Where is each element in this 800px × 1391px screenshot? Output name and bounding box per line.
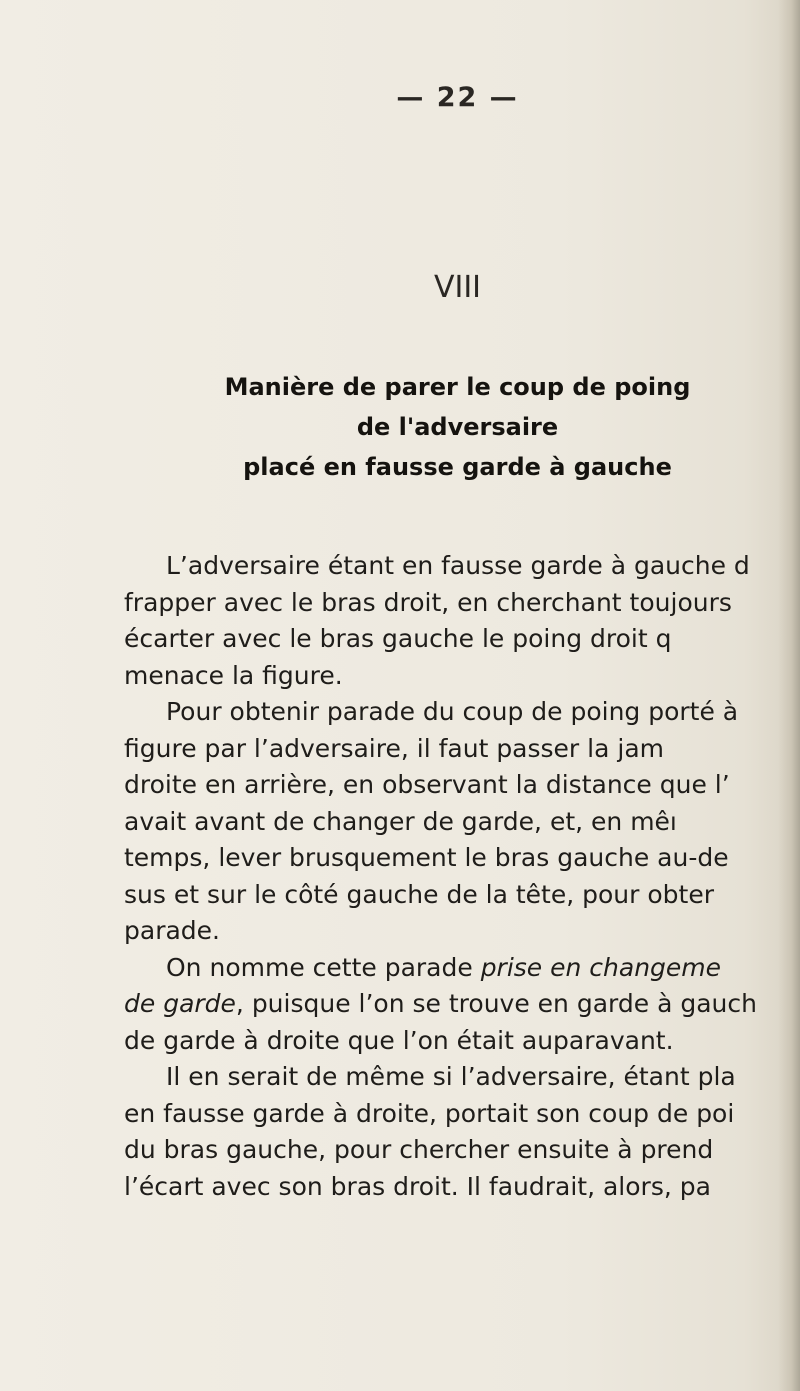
text-line: temps, lever brusquement le bras gauche au-de (124, 843, 729, 872)
text-line: frapper avec le bras droit, en cherchant toujours (124, 587, 732, 617)
text-segment: On nomme cette parade (166, 952, 481, 982)
body-text (124, 548, 800, 1205)
text-line: menace la figure. (124, 660, 343, 690)
text-line: du bras gauche, pour chercher ensuite à prend (124, 1135, 714, 1164)
heading-line: Manière de parer le coup de poing (224, 373, 691, 401)
text-line: en fausse garde à droite, portait son coup de poi (124, 1098, 735, 1128)
page-number: — 22 — (396, 82, 519, 113)
text-line: parade. (124, 916, 220, 945)
chapter-number: VIII (433, 270, 482, 305)
text-line: l’écart avec son bras droit. Il faudrait, alors, pa (124, 1171, 711, 1201)
text-line: écarter avec le bras gauche le poing droit q (124, 624, 672, 653)
text-line: avait avant de changer de garde, et, en mêı (124, 806, 677, 836)
text-line (124, 986, 800, 1023)
text-line (124, 950, 800, 987)
text-line: figure par l’adversaire, il faut passer la jam (124, 733, 664, 763)
text-line: Il en serait de même si l’adversaire, étant pla (166, 1062, 736, 1091)
text-line: de garde à droite que l’on était auparavant. (124, 1025, 674, 1055)
chapter-heading (0, 367, 800, 487)
heading-line: placé en fausse garde à gauche (243, 453, 672, 481)
italic-term: de garde (124, 989, 236, 1018)
text-line: L’adversaire étant en fausse garde à gauche d (166, 551, 750, 580)
text-line: droite en arrière, en observant la distance que l’ (124, 770, 730, 799)
text-segment: , puisque l’on se trouve en garde à gauch (235, 989, 757, 1018)
italic-term: prise en changeme (480, 952, 722, 982)
heading-line: de l'adversaire (356, 413, 559, 441)
text-line: Pour obtenir parade du coup de poing porté à (166, 697, 739, 726)
text-line: sus et sur le côté gauche de la tête, pour obter (124, 879, 714, 909)
